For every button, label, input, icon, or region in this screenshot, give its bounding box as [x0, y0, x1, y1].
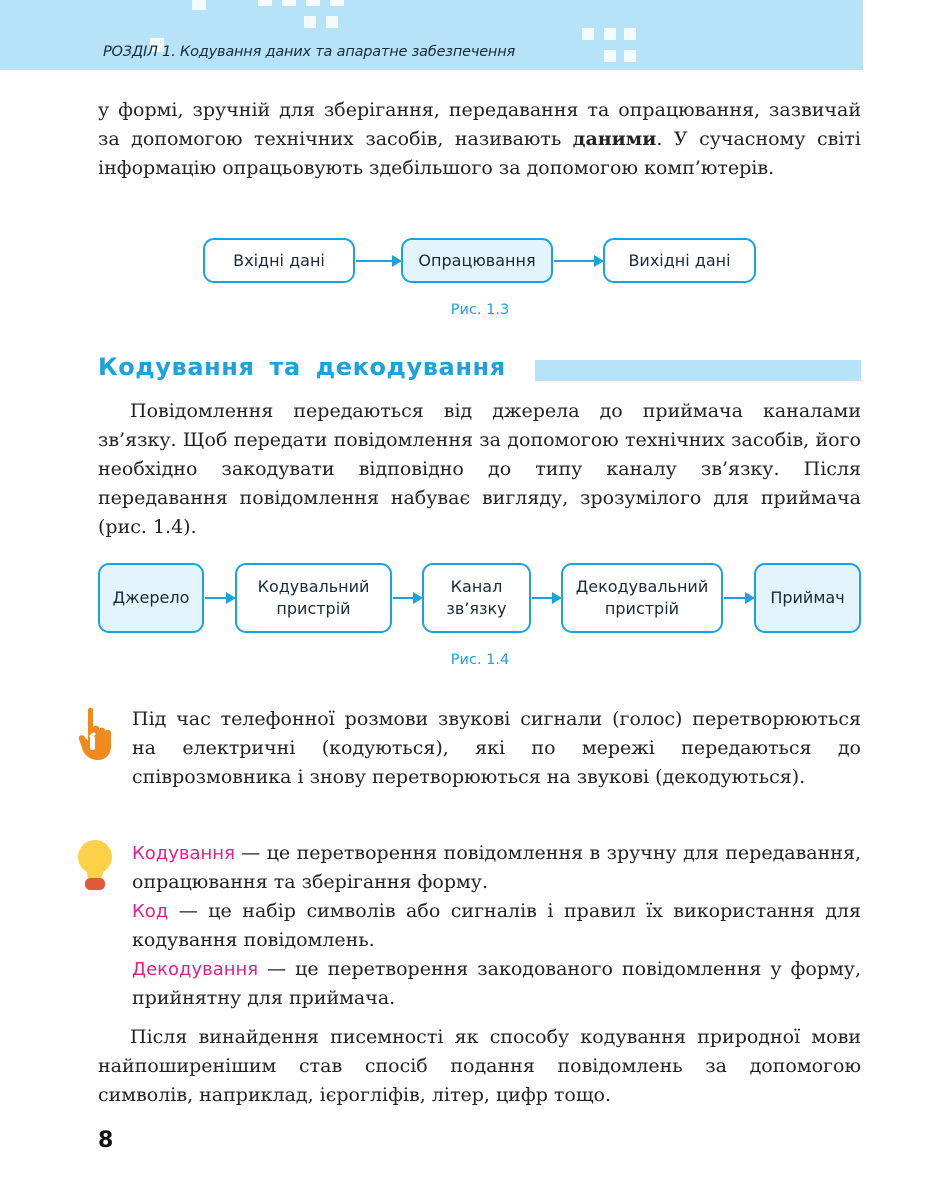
figure-caption: Рис. 1.3 [450, 302, 510, 318]
arrow-icon [205, 597, 234, 599]
figure-caption: Рис. 1.4 [450, 652, 510, 668]
decorative-pixel [192, 0, 206, 10]
box-label: зв’язку [446, 599, 507, 618]
intro-text: у формі, зручній для зберігання, передавання та опрацювання, зазвичай за допомогою технічних засобів, називають [98, 99, 861, 150]
definitions-block [132, 839, 861, 1013]
box-label: Декодувальний [575, 577, 709, 596]
decorative-pixel [330, 0, 344, 6]
box-label: Кодувальний [257, 577, 370, 596]
flow-box-processing: Опрацювання [401, 238, 553, 283]
flow-box-output: Вихідні дані [603, 238, 756, 283]
flow-box-decoder [561, 563, 723, 633]
running-header [0, 0, 863, 70]
decorative-pixel [326, 16, 338, 28]
definition-item [132, 839, 861, 897]
closing-paragraph: Після винайдення писемності як способу кодування природної мови найпоширенішим став спосіб подання повідомлень за допомогою символів, наприклад, ієрогліфів, літер, цифр тощо. [98, 1026, 861, 1106]
definition-text: — це перетворення повідомлення в зручну для передавання, опрацювання та зберігання форму. [132, 842, 861, 893]
decorative-pixel [282, 0, 296, 6]
definition-item [132, 955, 861, 1013]
decorative-pixel [604, 50, 616, 62]
box-label: Канал [450, 577, 503, 596]
flow-box-input: Вхідні дані [203, 238, 355, 283]
decorative-pixel [624, 50, 636, 62]
decorative-pixel [624, 28, 636, 40]
flow-box-channel [422, 563, 531, 633]
example-note: Під час телефонної розмови звукові сигнали (голос) перетворюються на електричні (кодуються), які по мережі передаються до співрозмовника і знову перетворюються на звукові (декодуються). [132, 708, 861, 788]
section-paragraph: Повідомлення передаються від джерела до приймача каналами зв’язку. Щоб передати повідомлення за допомогою технічних засобів, його необхідно закодувати відповідно до типу каналу зв’язку. Після передавання повідомлення набуває вигляду, зрозумілого для приймача (рис. 1.4). [98, 400, 861, 538]
box-label: Джерело [112, 588, 190, 607]
definition-text: — це перетворення закодованого повідомлення у форму, прийнятну для приймача. [132, 958, 861, 1009]
flow-box-encoder [235, 563, 392, 633]
decorative-pixel [604, 28, 616, 40]
pointing-hand-icon [78, 706, 120, 762]
light-bulb-icon [76, 838, 114, 894]
arrow-icon [554, 260, 602, 262]
definition-term: Кодування [132, 843, 235, 864]
box-label: пристрій [276, 599, 351, 618]
page-number: 8 [98, 1128, 114, 1153]
decorative-pixel [306, 0, 320, 6]
arrow-icon [532, 597, 560, 599]
definition-item [132, 897, 861, 955]
arrow-icon [393, 597, 421, 599]
box-label: пристрій [604, 599, 680, 618]
definition-term: Декодування [132, 959, 259, 980]
decorative-pixel [582, 28, 594, 40]
definition-text: — це набір символів або сигналів і правил їх використання для кодування повідомлень. [132, 900, 861, 951]
intro-bold-term: даними [572, 128, 657, 150]
intro-text-end: . У сучасному світі інформацію опрацьовують здебільшого за допомогою комп’ютерів. [98, 128, 861, 179]
running-title: РОЗДІЛ 1. Кодування даних та апаратне забезпечення [103, 44, 515, 60]
flow-box-source [98, 563, 204, 633]
definition-term: Код [132, 901, 169, 922]
box-label: Приймач [770, 588, 845, 607]
arrow-icon [356, 260, 400, 262]
flow-box-receiver [754, 563, 861, 633]
decorative-pixel [304, 16, 316, 28]
title-decoration-bar [535, 360, 861, 381]
intro-paragraph [98, 96, 861, 183]
decorative-pixel [258, 0, 272, 6]
arrow-icon [724, 597, 753, 599]
section-title: Кодування та декодування [98, 353, 506, 381]
